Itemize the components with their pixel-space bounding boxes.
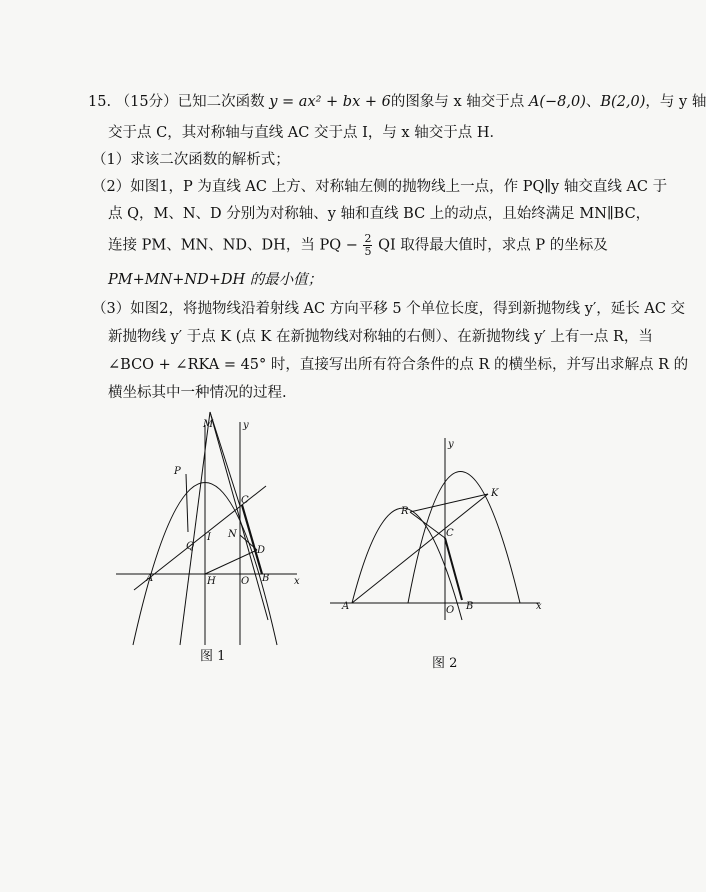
function-expression: y = ax² + bx + 6 [269,94,391,110]
fig2-label-k: K [491,488,499,499]
problem-points: （15分） [115,94,178,110]
part-2-line-3-a: 连接 PM、MN、ND、DH，当 PQ − [108,237,358,254]
fig1-label-o: O [241,576,250,587]
problem-number: 15. [88,94,112,110]
fig2-label-r: R [401,506,409,517]
fig1-label-x: x [294,576,300,587]
fig2-label-a: A [342,601,350,612]
fig2-segment-rc [410,512,445,538]
fig1-label-a: A [146,573,154,584]
fig1-label-p: P [174,466,181,477]
problem-line-1 [88,93,706,111]
fig1-segment-hd [205,550,257,574]
intro-c: ，与 y 轴 [645,94,706,110]
fig2-new-parabola [408,472,520,604]
fraction-two-fifths [363,233,372,258]
fig1-label-h: H [207,576,216,587]
part-1: （1）求该二次函数的解析式； [92,152,290,168]
fraction-denominator: 5 [364,245,372,258]
point-a-coord: A(−8,0) [528,94,586,110]
part-2-line-3 [108,233,608,258]
fig1-label-c: C [241,495,249,506]
point-b-coord: B(2,0) [600,94,646,110]
figure-2-caption: 图 2 [432,656,458,671]
fig1-label-i: I [207,532,211,543]
fig1-line-m-right [210,412,268,620]
part-2-line-2: 点 Q，M、N、D 分别为对称轴、y 轴和直线 BC 上的动点，且始终满足 MN∥BC， [108,206,651,222]
fig1-label-b: B [262,573,270,584]
intro-a: 已知二次函数 [177,94,265,110]
part-3-line-1: （3）如图2，将抛物线沿着射线 AC 方向平移 5 个单位长度，得到新抛物线 y′，延长 AC 交 [92,301,686,317]
fig2-line-ak [352,494,488,603]
fig1-label-m: M [203,419,214,430]
fig1-segment-nd [240,535,257,550]
fig1-segment-pq [186,474,188,532]
fig2-label-y: y [448,439,454,450]
fig1-label-q: Q [186,541,195,552]
part-3-line-2: 新抛物线 y′ 于点 K (点 K 在新抛物线对称轴的右侧）、在新抛物线 y′ 上有一点 R，当 [108,329,653,345]
separator: 、 [585,94,601,110]
fraction-numerator: 2 [364,232,372,245]
fig1-label-n: N [228,529,237,540]
part-3-line-3: ∠BCO + ∠RKA = 45° 时，直接写出所有符合条件的点 R 的横坐标，并写出求解点 R 的 [108,357,689,373]
figure-1-caption: 图 1 [200,649,226,664]
fig2-label-x: x [536,601,542,612]
fig1-label-y: y [243,420,249,431]
fig2-label-o: O [446,605,455,616]
part-2-line-1: （2）如图1，P 为直线 AC 上方、对称轴左侧的抛物线上一点，作 PQ∥y 轴交直线 AC 于 [92,179,668,195]
fig1-segment-mc [210,412,240,506]
problem-line-2: 交于点 C，其对称轴与直线 AC 交于点 I，与 x 轴交于点 H． [108,125,504,141]
fig2-label-c: C [446,528,454,539]
part-2-line-4: PM+MN+ND+DH 的最小值； [108,272,323,288]
part-2-line-3-b: QI 取得最大值时，求点 P 的坐标及 [378,237,608,254]
figure-2 [330,435,550,625]
part-3-line-4: 横坐标其中一种情况的过程. [108,385,287,401]
intro-b: 的图象与 x 轴交于点 [390,94,525,110]
figure-1 [110,400,310,650]
fig2-label-b: B [466,601,474,612]
fig1-label-d: D [257,545,266,556]
